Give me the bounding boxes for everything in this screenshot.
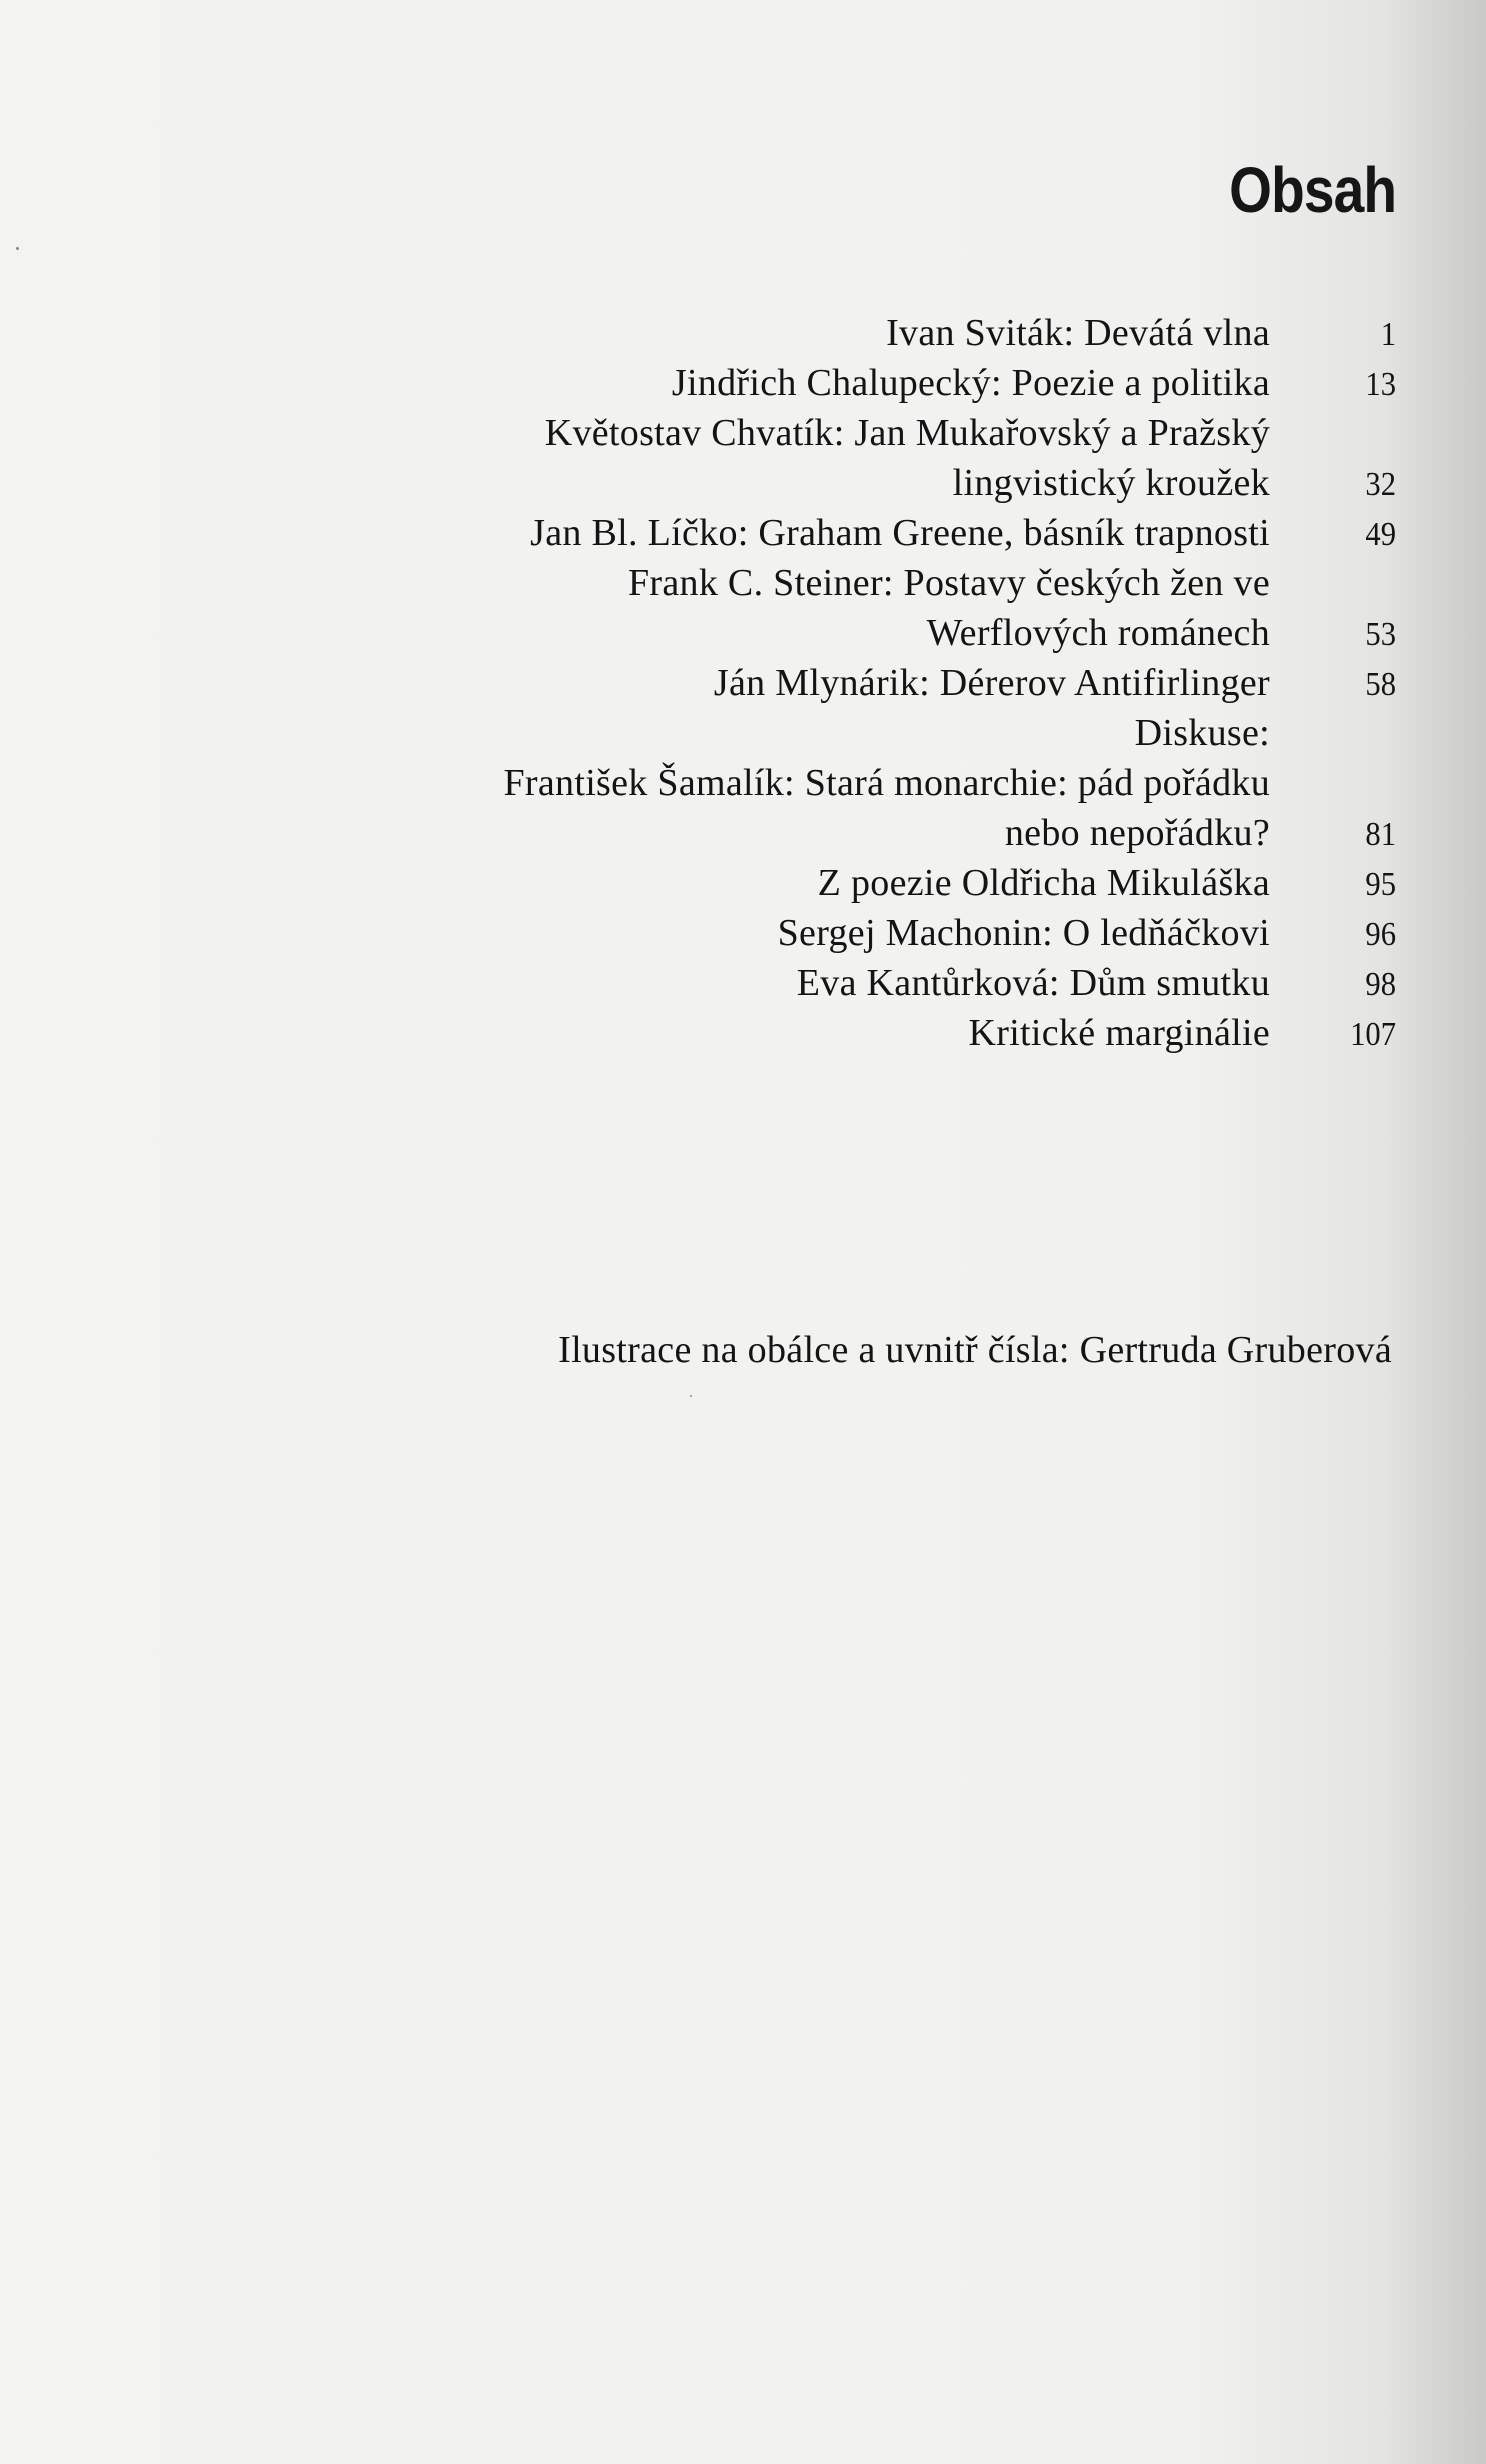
toc-entry-title: Květostav Chvatík: Jan Mukařovský a Pražský	[544, 412, 1270, 454]
toc-entry-page: 58	[1365, 666, 1396, 703]
paper-speck	[690, 1395, 692, 1397]
toc-entry-title: Diskuse:	[1134, 712, 1270, 754]
toc-entry	[246, 558, 1396, 608]
toc-entry-title: Jan Bl. Líčko: Graham Greene, básník trapnosti	[530, 512, 1270, 554]
toc-entry-title: Eva Kantůrková: Dům smutku	[796, 962, 1270, 1004]
toc-entry-title: lingvistický kroužek	[952, 462, 1270, 504]
toc-entry	[246, 508, 1396, 558]
table-of-contents	[246, 308, 1396, 1058]
toc-entry-title: Frank C. Steiner: Postavy českých žen ve	[627, 562, 1270, 604]
toc-entry	[246, 308, 1396, 358]
toc-entry-page: 81	[1365, 816, 1396, 853]
toc-entry	[246, 1008, 1396, 1058]
toc-entry-title: Ján Mlynárik: Dérerov Antifirlinger	[713, 662, 1270, 704]
toc-entry-title: Sergej Machonin: O ledňáčkovi	[777, 912, 1270, 954]
toc-entry	[246, 458, 1396, 508]
toc-entry-page: 53	[1365, 616, 1396, 653]
toc-entry	[246, 608, 1396, 658]
toc-entry-page: 96	[1365, 916, 1396, 953]
toc-entry	[246, 958, 1396, 1008]
toc-entry-title: Kritické marginálie	[968, 1012, 1270, 1054]
toc-entry-title: nebo nepořádku?	[1004, 812, 1270, 854]
toc-entry-page: 1	[1380, 316, 1396, 353]
toc-entry-page: 13	[1365, 366, 1396, 403]
toc-entry-page: 107	[1350, 1016, 1396, 1053]
toc-entry	[246, 758, 1396, 808]
toc-entry-page: 98	[1365, 966, 1396, 1003]
toc-entry	[246, 408, 1396, 458]
paper-speck	[16, 247, 19, 250]
toc-entry	[246, 808, 1396, 858]
toc-entry	[246, 708, 1396, 758]
toc-entry-page: 32	[1365, 466, 1396, 503]
toc-entry-title: Z poezie Oldřicha Mikuláška	[817, 862, 1270, 904]
toc-entry-title: Werflových románech	[926, 612, 1270, 654]
toc-entry-page: 49	[1365, 516, 1396, 553]
toc-entry	[246, 908, 1396, 958]
toc-entry-title: Jindřich Chalupecký: Poezie a politika	[671, 362, 1270, 404]
page-title: Obsah	[1229, 154, 1396, 226]
toc-entry	[246, 658, 1396, 708]
illustration-credit: Ilustrace na obálce a uvnitř čísla: Gertruda Gruberová	[558, 1329, 1392, 1371]
toc-entry-title: Ivan Sviták: Devátá vlna	[886, 312, 1270, 354]
toc-entry	[246, 858, 1396, 908]
toc-entry-page: 95	[1365, 866, 1396, 903]
toc-entry	[246, 358, 1396, 408]
toc-entry-title: František Šamalík: Stará monarchie: pád pořádku	[503, 762, 1270, 804]
